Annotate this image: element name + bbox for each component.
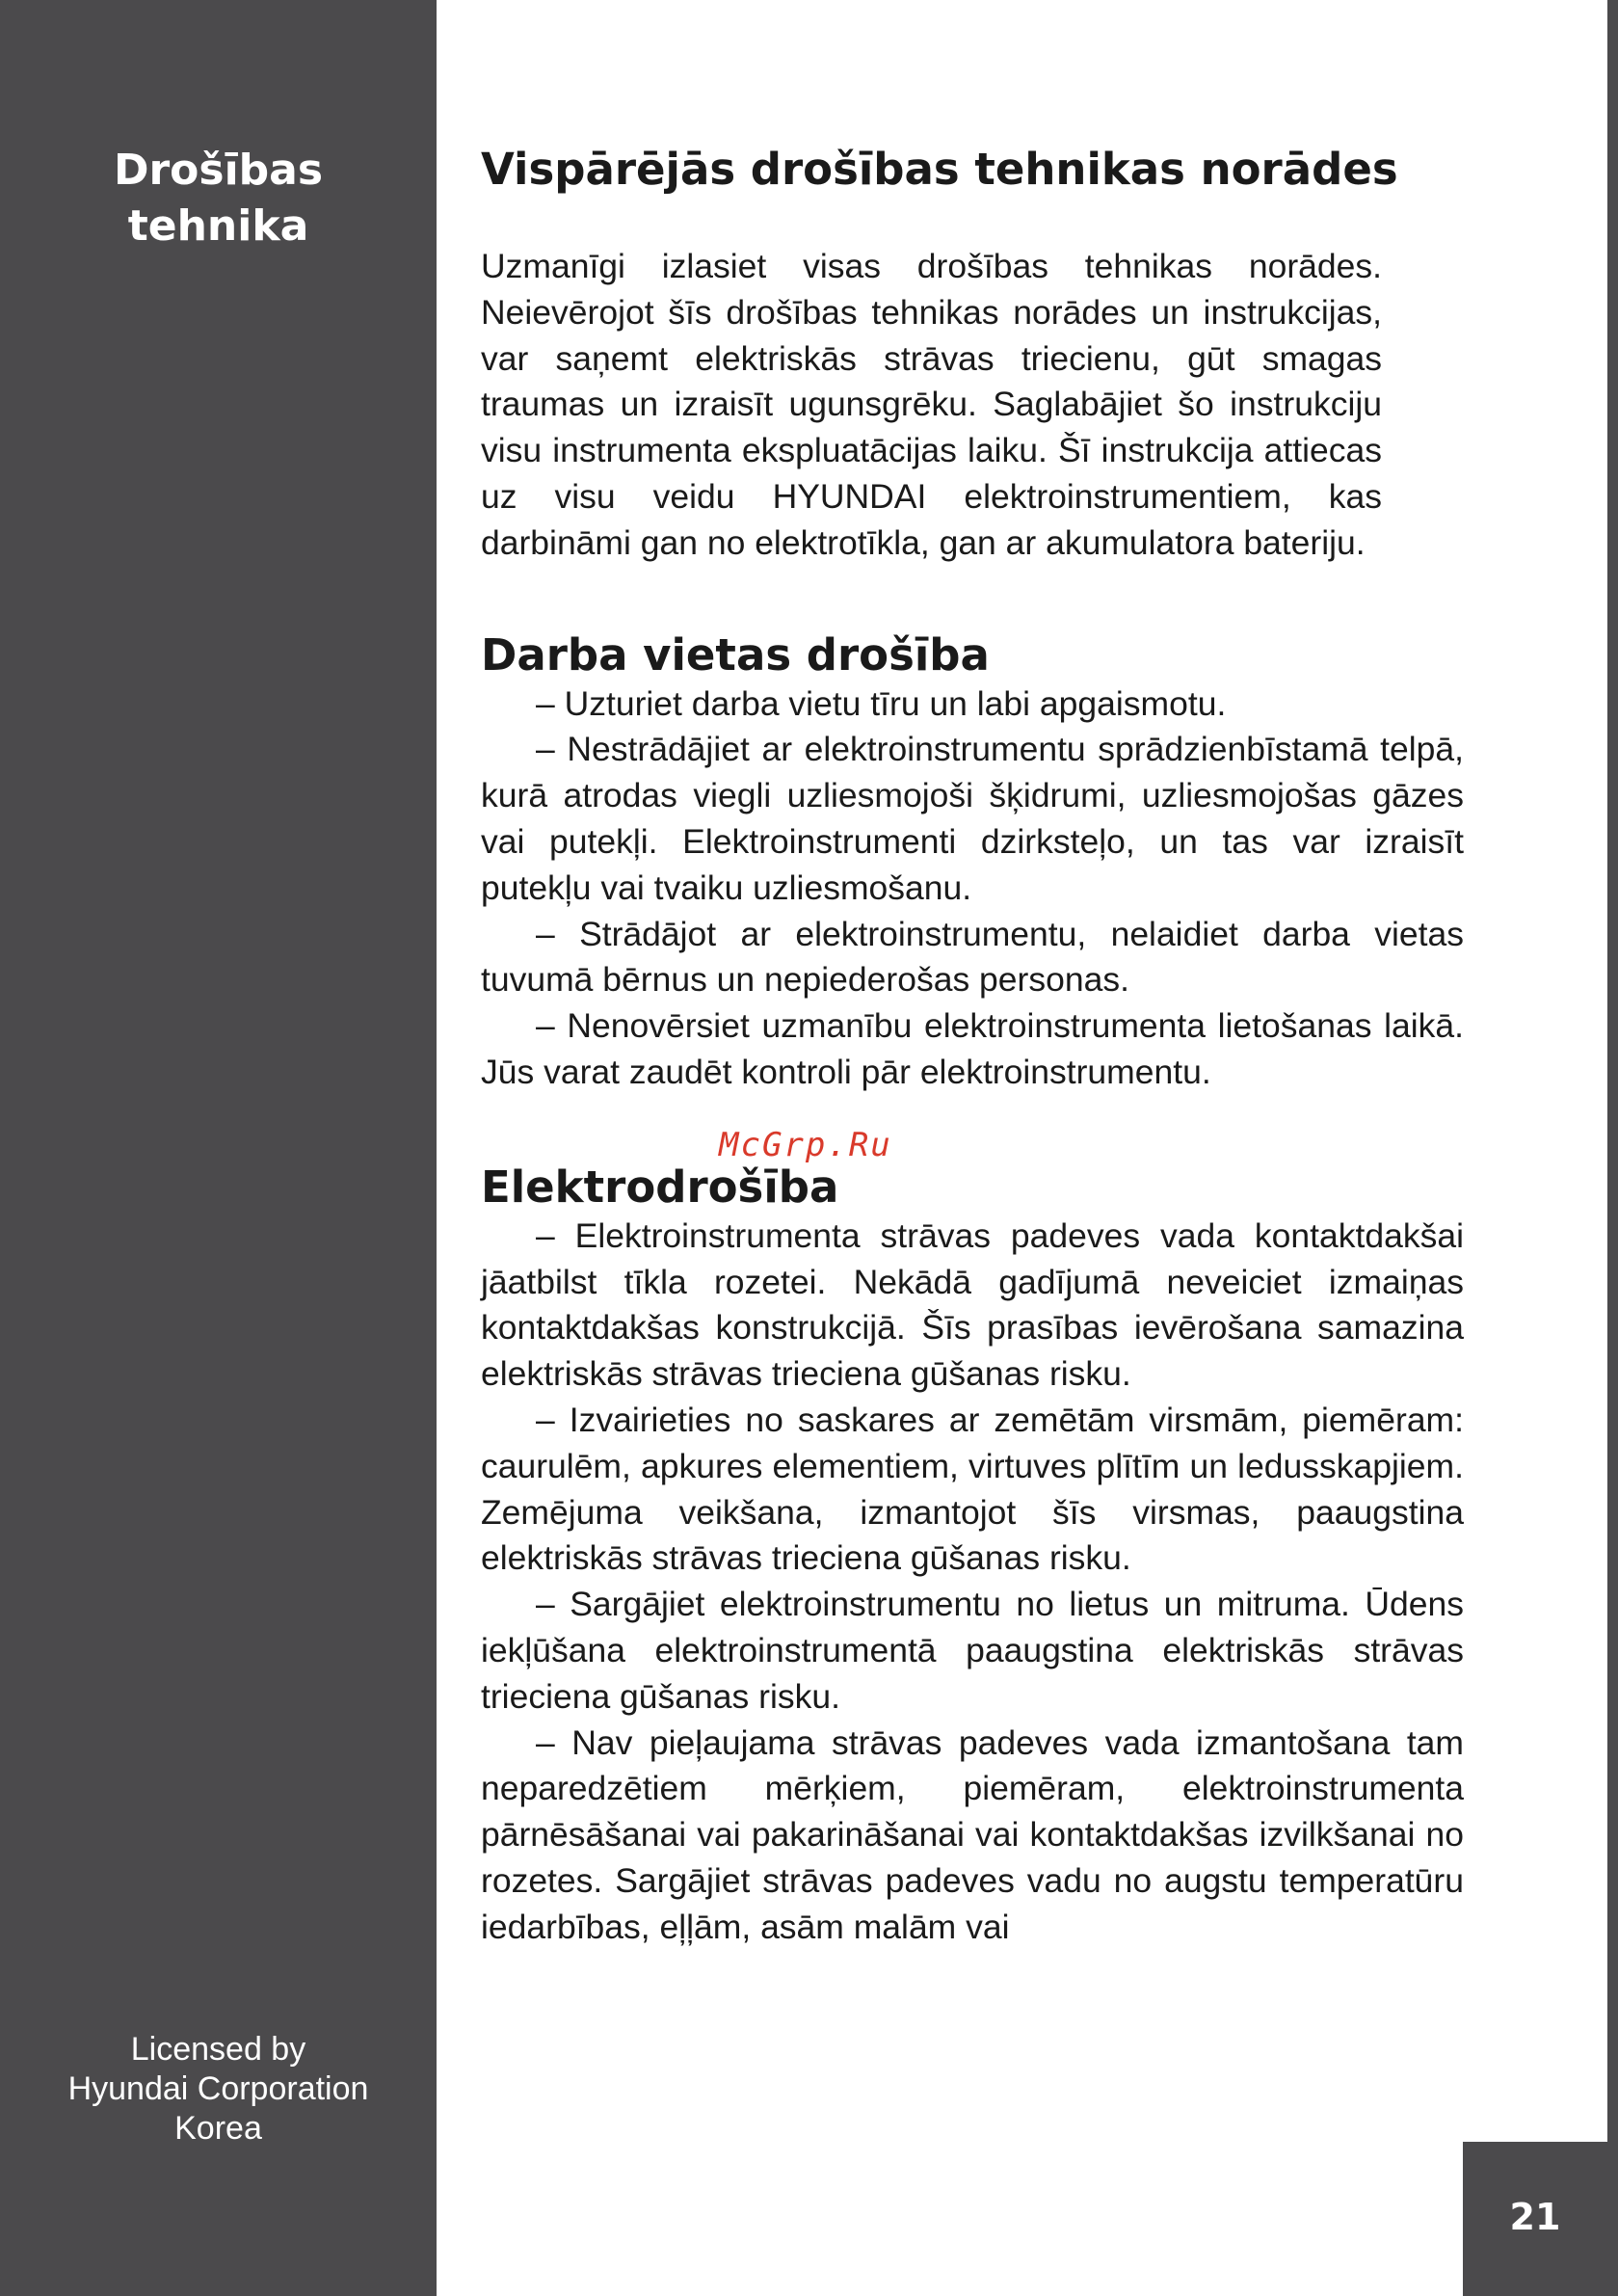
license-note (0, 2030, 437, 2149)
sidebar-title-line-1: Drošības (113, 146, 324, 195)
license-line-3: Korea (174, 2110, 262, 2147)
watermark: McGrp.Ru (719, 1126, 892, 1164)
right-edge-bar (1607, 0, 1618, 2296)
page-number: 21 (1509, 2196, 1561, 2238)
list-item: – Izvairieties no saskares ar zemētām virsmām, piemēram: caurulēm, apkures elementiem, virtuves plītīm un ledusskapjiem. Zemējuma veikšana, izmantojot šīs virsmas, paaugstina elektriskās strāvas trieciena gūšanas risku. (481, 1400, 1464, 1578)
sidebar (0, 0, 437, 2296)
intro-paragraph: Uzmanīgi izlasiet visas drošības tehnikas norādes. Neievērojot šīs drošības tehnikas norādes un instrukcijas, var saņemt elektriskās strāvas triecienu, gūt smagas traumas un izraisīt ugunsgrēku. Saglabājiet šo instrukciju visu instrumenta ekspluatācijas laiku. Šī instrukcija attiecas uz visu veidu HYUNDAI elektroinstrumentiem, kas darbināmi gan no elektrotīkla, gan ar akumulatora bateriju. (481, 247, 1382, 562)
license-line-2: Hyundai Corporation (67, 2070, 369, 2107)
list-item: – Uzturiet darba vietu tīru un labi apgaismotu. (536, 683, 1227, 723)
sidebar-title (0, 143, 437, 254)
list-item: – Nestrādājiet ar elektroinstrumentu sprādzienbīstamā telpā, kurā atrodas viegli uzliesmojoši šķidrumi, uzliesmojošas gāzes vai putekļi. Elektroinstrumenti dzirksteļo, un tas var izraisīt putekļu vai tvaiku uzliesmošanu. (481, 730, 1464, 907)
list-item: – Sargājiet elektroinstrumentu no lietus un mitruma. Ūdens iekļūšana elektroinstrumentā paaugstina elektriskās strāvas trieciena gūšanas risku. (481, 1585, 1464, 1716)
list-item: – Elektroinstrumenta strāvas padeves vada kontaktdakšai jāatbilst tīkla rozetei. Nekādā gadījumā neveiciet izmaiņas kontaktdakšas konstrukcijā. Šīs prasības ievērošana samazina elektriskās strāvas trieciena gūšanas risku. (481, 1215, 1464, 1394)
section-heading-electrical: Elektrodrošība (481, 1161, 839, 1213)
section-heading-workplace: Darba vietas drošība (481, 628, 990, 681)
main-content (481, 140, 1464, 1951)
list-item: – Strādājot ar elektroinstrumentu, nelaidiet darba vietas tuvumā bērnus un nepiederošas personas. (481, 914, 1464, 1000)
page-title: Vispārējās drošības tehnikas norādes (481, 144, 1398, 195)
list-item: – Nenovērsiet uzmanību elektroinstrumenta lietošanas laikā. Jūs varat zaudēt kontroli pār elektroinstrumentu. (481, 1006, 1464, 1091)
license-line-1: Licensed by (130, 2031, 306, 2068)
list-item: – Nav pieļaujama strāvas padeves vada izmantošana tam neparedzētiem mērķiem, piemēram, elektroinstrumenta pārnēsāšanai vai pakarināšanai vai kontaktdakšas izvilkšanai no rozetes. Sargājiet strāvas padeves vadu no augstu temperatūru iedarbības, eļļām, asām malām vai (481, 1722, 1464, 1946)
page-number-box (1463, 2142, 1618, 2296)
sidebar-title-line-2: tehnika (127, 201, 309, 251)
